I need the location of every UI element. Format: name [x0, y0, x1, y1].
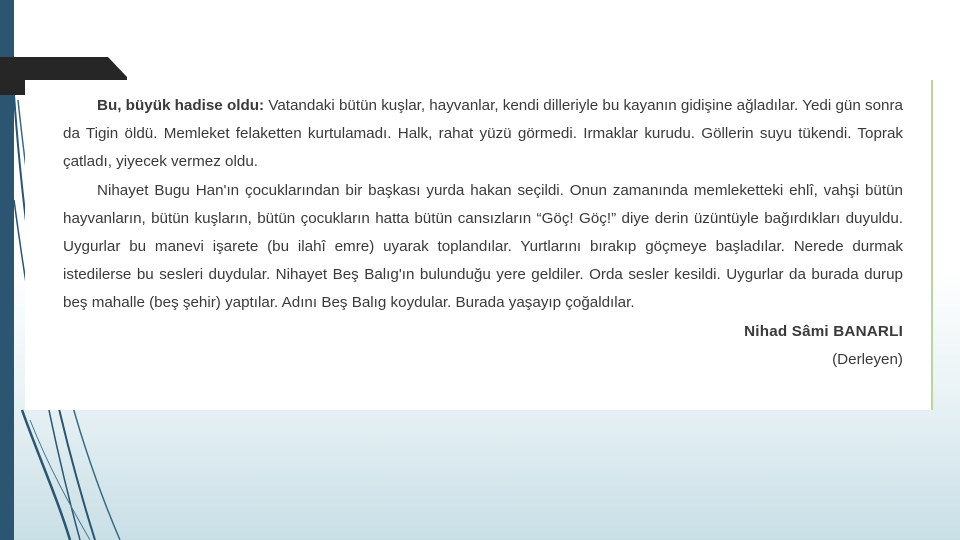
paragraph-1-body: Vatandaki bütün kuşlar, hayvanlar, kendi dilleriyle bu kayanın gidişine ağladılar. Yedi gün sonra da Tigin öldü. Memleket felaketten kurtulamadı. Halk, rahat yüzü görmedi. Irmaklar kurudu. Göllerin suyu tükendi. Toprak çatladı, yiyecek vermez oldu. [63, 97, 903, 171]
paragraph-2: Nihayet Bugu Han'ın çocuklarından bir başkası yurda hakan seçildi. Onun zamanında memleketteki ehlî, vahşi bütün hayvanların, bütün kuşların, bütün çocukların hatta bütün cansızların “Göç! Göç!” diye derin üzüntüyle bağırdıkları duyuldu. Uygurlar bu manevi işarete (bu ilahî emre) uyarak toplandılar. Yurtlarını bırakıp göçmeye başladılar. Nerede durmak istedilerse bu sesleri duydular. Nihayet Beş Balıg'ın bulunduğu yere geldiler. Orda sesler kesildi. Uygurlar da burada durup beş mahalle (beş şehir) yaptılar. Adını Beş Balıg koydular. Burada yaşayıp çoğaldılar. [63, 181, 903, 312]
author-name: Nihad Sâmi BANARLI [744, 322, 903, 340]
passage-text [63, 92, 903, 374]
paragraph-1 [63, 92, 903, 177]
lead-phrase: Bu, büyük hadise oldu: [97, 97, 265, 114]
author-role: (Derleyen) [832, 350, 903, 368]
document-panel [25, 80, 933, 410]
